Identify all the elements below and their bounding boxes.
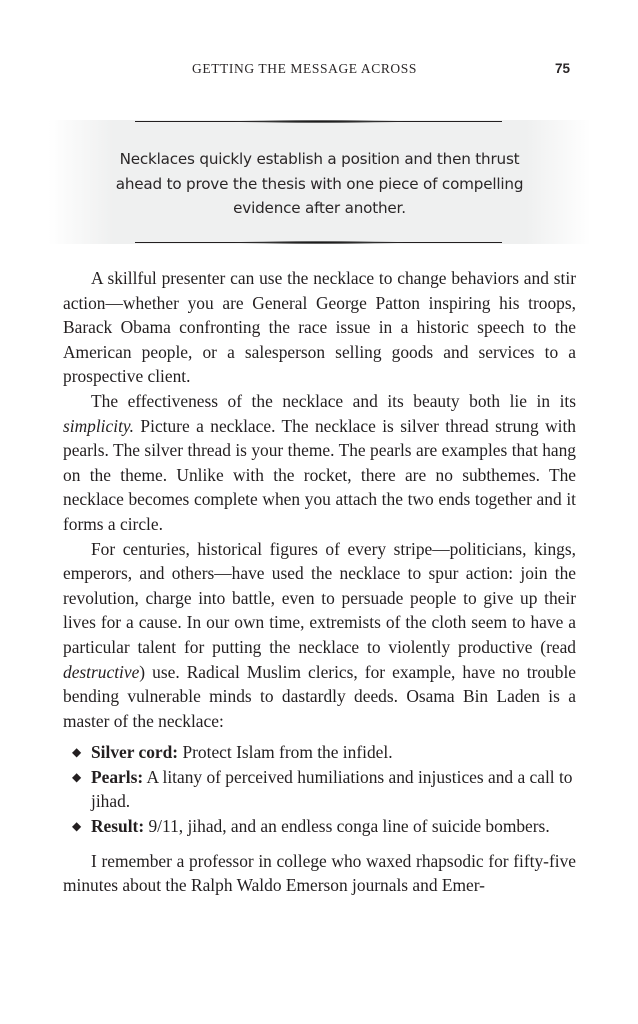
list-item: ◆ Silver cord: Protect Islam from the infidel. — [63, 740, 576, 765]
emphasis-destructive: destructive — [63, 661, 140, 682]
pullquote-bottom-rule — [135, 242, 502, 243]
pullquote-text: Necklaces quickly establish a position and then thrust ahead to prove the thesis with one piece of compelling evidence after another. — [115, 150, 524, 217]
emphasis-simplicity: simplicity. — [63, 415, 135, 436]
body-text — [63, 266, 576, 898]
diamond-bullet-icon: ◆ — [72, 769, 82, 784]
paragraph-3: For centuries, historical figures of every stripe—politicians, kings, emperors, and others—have used the necklace to spur action: join the revolution, charge into battle, even to persuade people to give up their lives for a cause. In our own time, extremists of the cloth seem to have a particular talent for putting the necklace to violently productive (read destructive) use. Radical Muslim clerics, for example, have no trouble bending vulnerable minds to dastardly deeds. Osama Bin Laden is a master of the necklace: — [63, 538, 576, 731]
pullquote-top-rule — [135, 121, 502, 122]
diamond-bullet-icon: ◆ — [72, 745, 82, 760]
paragraph-2: The effectiveness of the necklace and its beauty both lie in its simplicity. Picture a necklace. The necklace is silver thread strung with pearls. The silver thread is your theme. The pearls are examples that hang on the theme. Unlike with the rocket, there are no subthemes. The necklace becomes complete when you attach the two ends together and it forms a circle. — [63, 390, 576, 534]
page-number: 75 — [555, 61, 571, 76]
paragraph-4: I remember a professor in college who waxed rhapsodic for fifty-five minutes about the Ralph Waldo Emerson journals and Emer- — [63, 850, 576, 896]
list-item: ◆ Pearls: A litany of perceived humiliations and injustices and a call to jihad. — [72, 766, 573, 812]
list-item: ◆ Result: 9/11, jihad, and an endless conga line of suicide bombers. — [63, 814, 576, 839]
running-title: GETTING THE MESSAGE ACROSS — [192, 61, 417, 76]
running-head — [0, 61, 638, 81]
diamond-bullet-icon: ◆ — [72, 819, 82, 834]
bullet-list — [63, 740, 576, 838]
paragraph-1: A skillful presenter can use the necklace to change behaviors and stir action—whether you are General George Patton inspiring his troops, Barack Obama confronting the race issue in a historic speech to the American people, or a salesperson selling goods and services to a prospective client. — [63, 268, 576, 387]
